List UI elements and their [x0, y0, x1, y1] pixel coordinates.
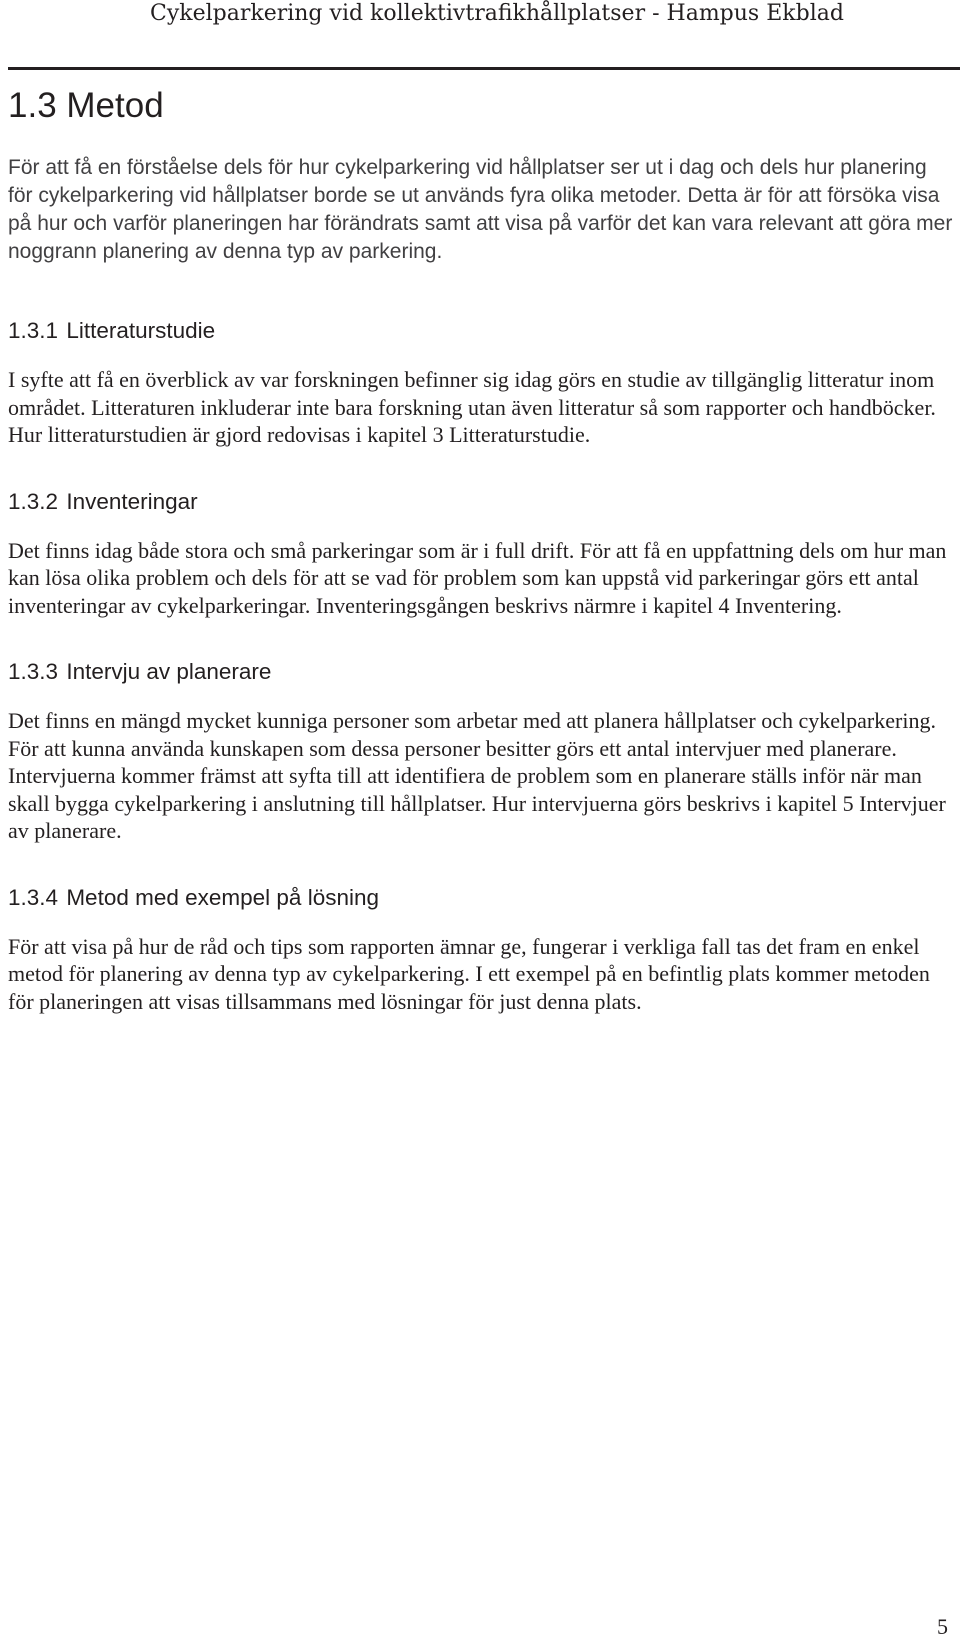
section-intervju — [8, 657, 954, 845]
section-litteraturstudie — [8, 316, 954, 449]
page-content — [8, 80, 954, 1053]
running-header: Cykelparkering vid kollektivtrafikhållplatser - Hampus Ekblad — [150, 1, 844, 26]
page-number: 5 — [937, 1614, 948, 1639]
section-body: Det finns idag både stora och små parkeringar som är i full drift. För att få en uppfattning dels om hur man kan lösa olika problem och dels för att se vad för problem som kan uppstå vid parkeringar görs ett antal inventeringar av cykelparkeringar. Inventeringsgången beskrivs närmre i kapitel 4 Inventering. — [8, 537, 947, 618]
section-number: 1.3.3 — [8, 659, 59, 684]
section-body: För att visa på hur de råd och tips som rapporten ämnar ge, fungerar i verkliga fall tas det fram en enkel metod för planering av denna typ av cykelparkering. I ett exempel på en befintlig plats kommer metoden för planeringen att visas tillsammans med lösningar för just denna plats. — [8, 933, 930, 1014]
section-title: Inventeringar — [66, 488, 198, 514]
section-heading — [8, 657, 954, 687]
chapter-intro: För att få en förståelse dels för hur cykelparkering vid hållplatser ser ut i dag och dels hur planering för cykelparkering vid hållplatser borde se ut används fyra olika metoder. Detta är för att försöka visa på hur och varför planeringen har förändrats samt att visa på varför det kan vara relevant att göra mer noggrann planering av denna typ av parkering. — [8, 156, 953, 263]
chapter-title: 1.3 Metod — [8, 86, 164, 125]
section-body: Det finns en mängd mycket kunniga personer som arbetar med att planera hållplatser och cykelparkering. För att kunna använda kunskapen som dessa personer besitter görs ett antal intervjuer med planerare. Intervjuerna kommer främst att syfta till att identifiera de problem som en planerare ställs inför när man skall bygga cykelparkering i anslutning till hållplatser. Hur intervjuerna görs beskrivs i kapitel 5 Intervjuer av planerare. — [8, 708, 946, 843]
section-title: Litteraturstudie — [66, 318, 216, 343]
section-heading — [8, 487, 954, 517]
section-number: 1.3.2 — [8, 488, 59, 514]
header-divider — [8, 67, 960, 70]
section-number: 1.3.1 — [8, 318, 59, 343]
section-metod-exempel — [8, 883, 954, 1016]
section-inventeringar — [8, 487, 954, 620]
section-heading — [8, 316, 954, 346]
section-body: I syfte att få en överblick av var forskningen befinner sig idag görs en studie av tillgänglig litteratur inom området. Litteraturen inkluderar inte bara forskning utan även litteratur så som rapporter och handböcker. Hur litteraturstudien är gjord redovisas i kapitel 3 Litteraturstudie. — [8, 367, 936, 447]
section-number: 1.3.4 — [8, 884, 59, 910]
section-title: Intervju av planerare — [66, 659, 272, 684]
section-title: Metod med exempel på lösning — [66, 884, 379, 910]
section-heading — [8, 883, 954, 913]
